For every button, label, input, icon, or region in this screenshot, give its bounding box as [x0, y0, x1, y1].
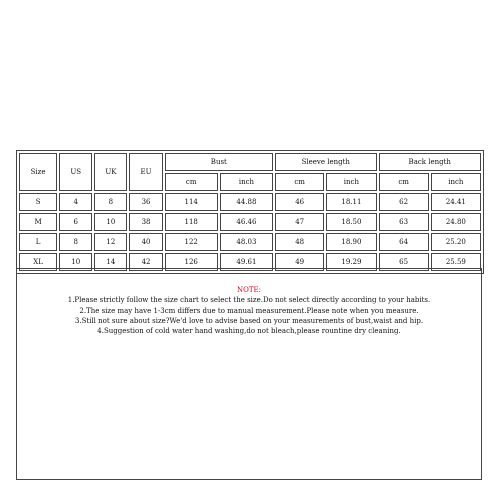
cell-bust-cm: 118 [165, 213, 218, 231]
cell-us: 4 [59, 193, 92, 211]
cell-back-cm: 64 [379, 233, 429, 251]
cell-back-inch: 25.59 [431, 253, 481, 271]
header-eu: EU [129, 153, 162, 191]
note-line-4: 4.Suggestion of cold water hand washing,do not bleach,please rountine dry cleaning. [97, 327, 401, 336]
cell-sleeve-cm: 48 [275, 233, 324, 251]
header-bust: Bust [165, 153, 273, 171]
cell-back-inch: 24.80 [431, 213, 481, 231]
cell-size: M [19, 213, 57, 231]
header-back-cm: cm [379, 173, 429, 191]
cell-back-inch: 24.41 [431, 193, 481, 211]
cell-bust-cm: 122 [165, 233, 218, 251]
cell-sleeve-cm: 46 [275, 193, 324, 211]
note-line-3: 3.Still not sure about size?We'd love to advise based on your measurements of bust,waist and hip. [74, 316, 424, 325]
cell-size: S [19, 193, 57, 211]
table-row [19, 213, 481, 231]
cell-uk: 14 [94, 253, 127, 271]
header-row-1 [19, 153, 481, 171]
size-chart-table [16, 150, 484, 274]
header-us: US [59, 153, 92, 191]
cell-eu: 42 [129, 253, 162, 271]
cell-eu: 36 [129, 193, 162, 211]
table-row [19, 233, 481, 251]
cell-back-cm: 63 [379, 213, 429, 231]
cell-bust-cm: 126 [165, 253, 218, 271]
cell-bust-inch: 46.46 [220, 213, 273, 231]
note-title: NOTE: [236, 286, 261, 294]
cell-bust-cm: 114 [165, 193, 218, 211]
cell-uk: 12 [94, 233, 127, 251]
header-sleeve-length: Sleeve length [275, 153, 376, 171]
cell-back-cm: 65 [379, 253, 429, 271]
cell-sleeve-inch: 18.90 [326, 233, 376, 251]
cell-uk: 8 [94, 193, 127, 211]
cell-bust-inch: 49.61 [220, 253, 273, 271]
note-box [16, 268, 482, 480]
cell-size: L [19, 233, 57, 251]
header-back-length: Back length [379, 153, 482, 171]
header-size: Size [19, 153, 57, 191]
cell-us: 10 [59, 253, 92, 271]
header-sleeve-inch: inch [326, 173, 376, 191]
cell-back-cm: 62 [379, 193, 429, 211]
cell-sleeve-inch: 18.11 [326, 193, 376, 211]
cell-bust-inch: 44.88 [220, 193, 273, 211]
cell-eu: 38 [129, 213, 162, 231]
cell-uk: 10 [94, 213, 127, 231]
cell-size: XL [19, 253, 57, 271]
header-uk: UK [94, 153, 127, 191]
cell-us: 8 [59, 233, 92, 251]
cell-sleeve-cm: 47 [275, 213, 324, 231]
cell-bust-inch: 48.03 [220, 233, 273, 251]
header-bust-cm: cm [165, 173, 218, 191]
header-bust-inch: inch [220, 173, 273, 191]
cell-eu: 40 [129, 233, 162, 251]
cell-sleeve-inch: 19.29 [326, 253, 376, 271]
header-back-inch: inch [431, 173, 481, 191]
note-line-1: 1.Please strictly follow the size chart to select the size.Do not select directly according to your habits. [67, 296, 431, 305]
note-line-2: 2.The size may have 1-3cm differs due to manual measurement.Please note when you measure. [79, 306, 419, 315]
table-row [19, 193, 481, 211]
cell-back-inch: 25.20 [431, 233, 481, 251]
header-sleeve-cm: cm [275, 173, 324, 191]
cell-sleeve-inch: 18.50 [326, 213, 376, 231]
cell-sleeve-cm: 49 [275, 253, 324, 271]
cell-us: 6 [59, 213, 92, 231]
